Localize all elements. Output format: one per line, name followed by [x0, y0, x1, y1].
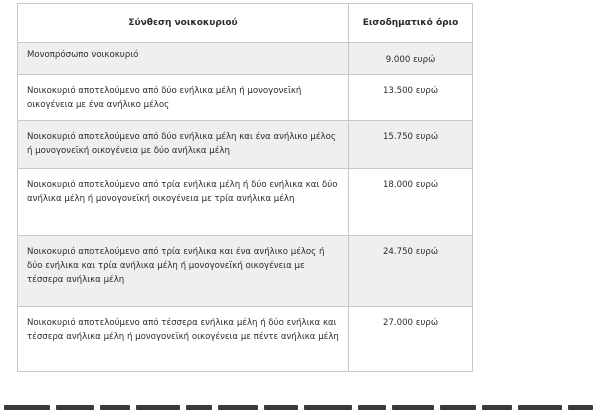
- income-limit: 27.000 ευρώ: [382, 318, 439, 328]
- table-row: [18, 75, 472, 121]
- table-row: [18, 169, 472, 236]
- header-income-limit: Εισοδηματικό όριο: [362, 18, 459, 28]
- income-limits-table: [17, 3, 473, 372]
- table-row: [18, 43, 472, 75]
- header-composition: Σύνθεση νοικοκυριού: [18, 4, 349, 42]
- household-composition: Νοικοκυριό αποτελούμενο από δύο ενήλικα μέλη και ένα ανήλικο μέλος ή μονογονεϊκή οικογένεια με δύο ανήλικα μέλη: [18, 121, 349, 168]
- household-composition: Μονοπρόσωπο νοικοκυριό: [18, 43, 349, 74]
- income-limit: 24.750 ευρώ: [382, 247, 439, 257]
- household-composition: Νοικοκυριό αποτελούμενο από τρία ενήλικα και ένα ανήλικο μέλος ή δύο ενήλικα και τρία ανήλικα μέλη ή μονογονεϊκή οικογένεια με τέσσερα ανήλικα μέλη: [18, 236, 349, 306]
- table-row: [18, 307, 472, 371]
- household-composition: Νοικοκυριό αποτελούμενο από δύο ενήλικα μέλη ή μονογονεϊκή οικογένεια με ένα ανήλικο μέλος: [18, 75, 349, 120]
- household-composition: Νοικοκυριό αποτελούμενο από τρία ενήλικα μέλη ή δύο ενήλικα και δύο ανήλικα μέλη ή μονογονεϊκή οικογένεια με τρία ανήλικα μέλη: [18, 169, 349, 235]
- income-limit: 13.500 ευρώ: [382, 86, 439, 96]
- income-limit: 9.000 ευρώ: [385, 55, 436, 65]
- cropped-text-line: [0, 404, 597, 412]
- table-header-row: [18, 4, 472, 43]
- table-row: [18, 121, 472, 169]
- income-limit: 18.000 ευρώ: [382, 180, 439, 190]
- income-limit: 15.750 ευρώ: [382, 132, 439, 142]
- household-composition: Νοικοκυριό αποτελούμενο από τέσσερα ενήλικα μέλη ή δύο ενήλικα και τέσσερα ανήλικα μέλη ή μονογονεϊκή οικογένεια με πέντε ανήλικα μέλη: [18, 307, 349, 371]
- table-row: [18, 236, 472, 307]
